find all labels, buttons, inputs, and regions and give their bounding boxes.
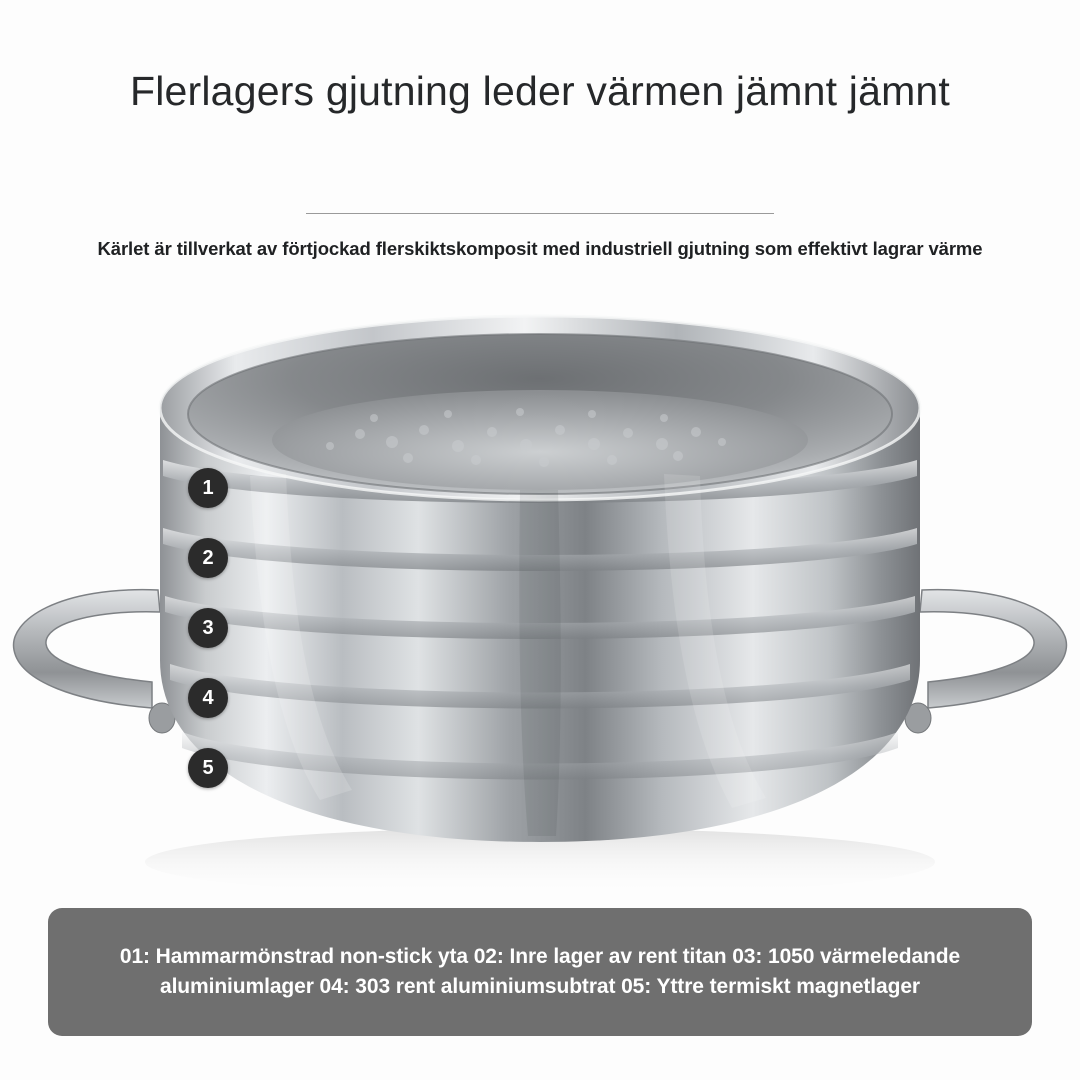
- page-subtitle: Kärlet är tillverkat av förtjockad flerskiktskomposit med industriell gjutning som effektivt lagrar värme: [97, 238, 983, 259]
- callout-badge-5: 5: [188, 748, 228, 788]
- stainless-steel-pot-image: [0, 290, 1080, 900]
- page-title: Flerlagers gjutning leder värmen jämnt jämnt: [129, 68, 951, 114]
- callout-badge-3: 3: [188, 608, 228, 648]
- callout-badge-1: 1: [188, 468, 228, 508]
- layer-legend-caption: 01: Hammarmönstrad non-stick yta 02: Inre lager av rent titan 03: 1050 värmeledande aluminiumlager 04: 303 rent aluminiumsubtrat 05: Yttre termiskt magnetlager: [48, 908, 1032, 1036]
- callout-badge-4: 4: [188, 678, 228, 718]
- callout-badge-2: 2: [188, 538, 228, 578]
- product-photo: [0, 290, 1080, 900]
- title-divider: [306, 213, 774, 214]
